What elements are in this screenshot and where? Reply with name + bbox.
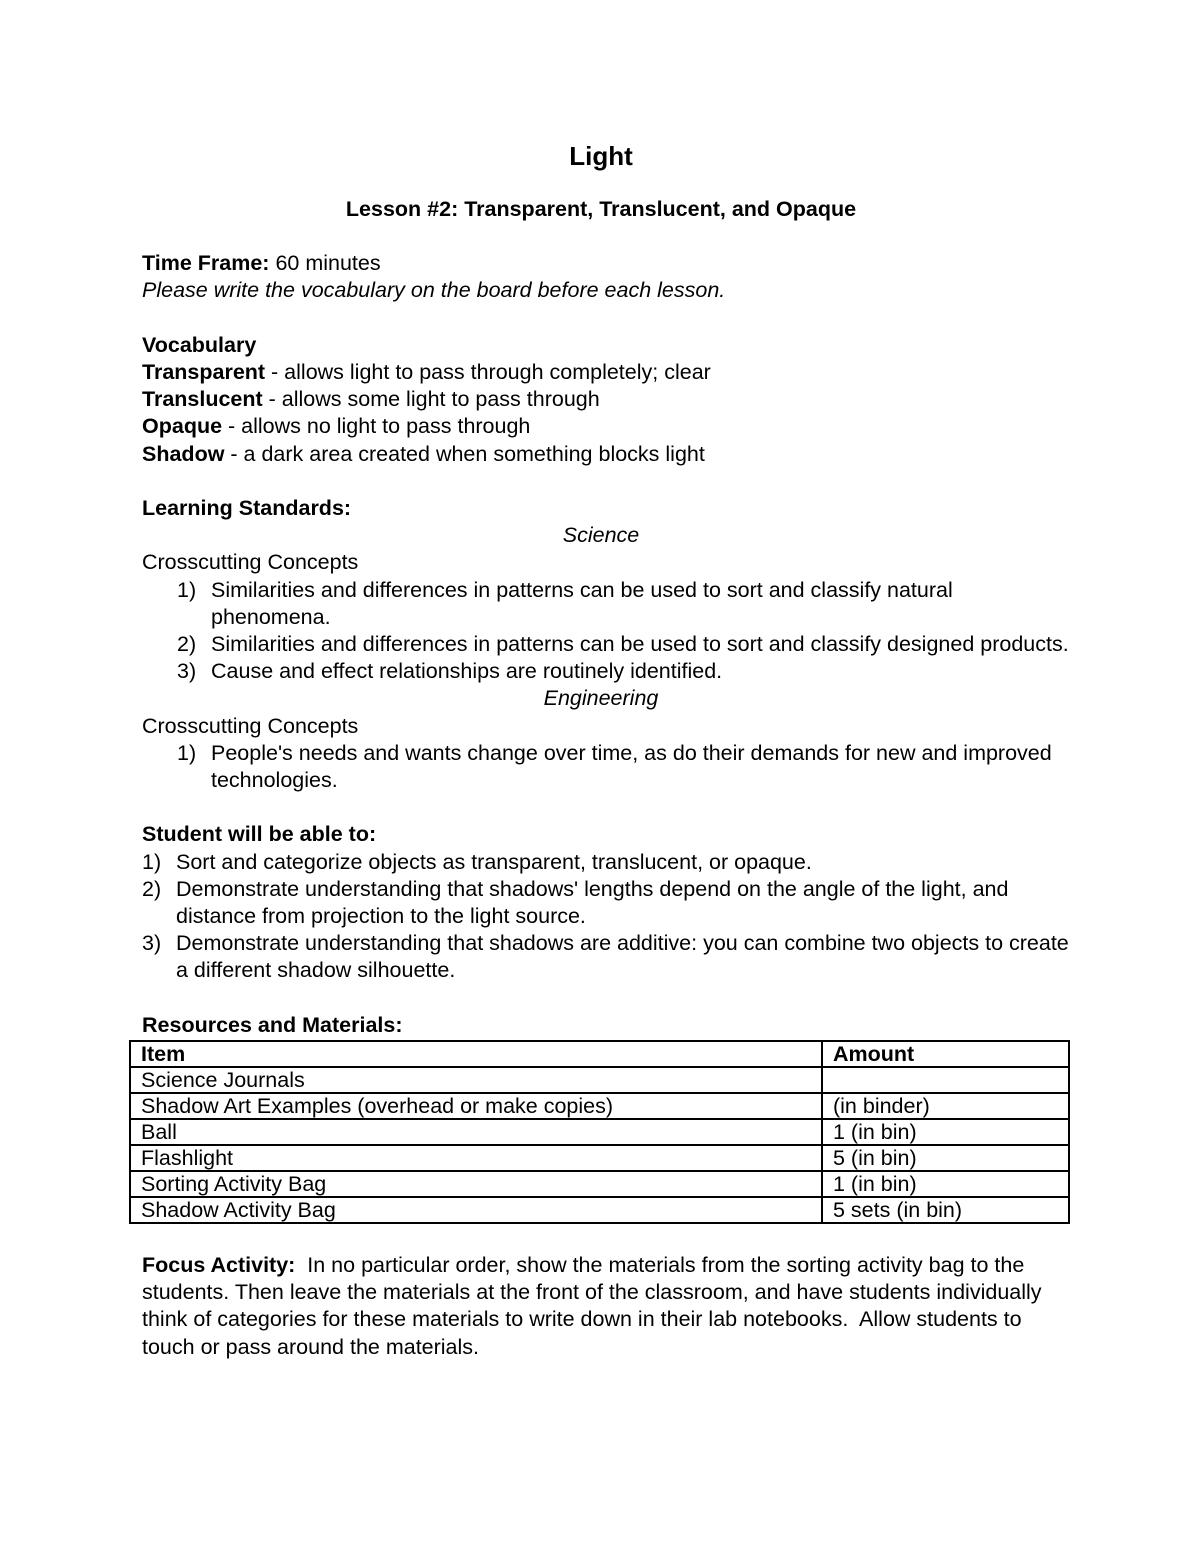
- focus-activity-text: In no particular order, show the materials from the sorting activity bag to the students. Then leave the materials at the front of the classroom, and have students individually think of categories for these materials to write down in their lab notebooks. Allow students to touch or pass around the materials.: [142, 1253, 1048, 1359]
- table-row: [130, 1145, 1069, 1171]
- table-cell: 5 sets (in bin): [822, 1197, 1069, 1223]
- page-title: Light: [569, 141, 633, 171]
- table-cell: 5 (in bin): [822, 1145, 1069, 1171]
- vocabulary-heading: Vocabulary: [142, 332, 257, 357]
- list-item: 1) Sort and categorize objects as transparent, translucent, or opaque.: [142, 849, 812, 874]
- table-row: [130, 1171, 1069, 1197]
- time-frame-value: 60 minutes: [269, 251, 381, 276]
- table-row: [130, 1197, 1069, 1223]
- list-item: 3) Cause and effect relationships are routinely identified.: [177, 659, 723, 684]
- time-frame-label: Time Frame:: [142, 251, 270, 276]
- engineering-label: Engineering: [543, 686, 659, 711]
- table-cell: Science Journals: [130, 1067, 822, 1093]
- vocabulary-list: [142, 359, 1072, 468]
- engineering-concepts-label: Crosscutting Concepts: [142, 713, 359, 738]
- swbat-list: [142, 849, 1072, 985]
- document-content: [142, 140, 1072, 1361]
- list-item: 2) Demonstrate understanding that shadows' lengths depend on the angle of the light, and distance from projection to the light source.: [142, 876, 1009, 929]
- science-concepts-list: [142, 577, 1072, 686]
- focus-activity: [142, 1252, 1072, 1361]
- engineering-concepts-list: [142, 740, 1072, 794]
- table-cell: Shadow Art Examples (overhead or make copies): [130, 1093, 822, 1119]
- table-row: [130, 1067, 1069, 1093]
- materials-heading: Resources and Materials:: [142, 1012, 403, 1037]
- board-note: Please write the vocabulary on the board before each lesson.: [142, 278, 726, 303]
- table-cell: [822, 1067, 1069, 1093]
- column-header-amount: Amount: [822, 1041, 1069, 1067]
- lesson-subtitle: Lesson #2: Transparent, Translucent, and Opaque: [345, 197, 857, 221]
- focus-activity-label: Focus Activity:: [142, 1253, 296, 1278]
- vocab-item-shadow: Shadow - a dark area created when something blocks light: [142, 441, 705, 466]
- table-cell: 1 (in bin): [822, 1171, 1069, 1197]
- table-cell: Shadow Activity Bag: [130, 1197, 822, 1223]
- list-item: 1) People's needs and wants change over time, as do their demands for new and improved technologies.: [177, 740, 1052, 793]
- table-cell: (in binder): [822, 1093, 1069, 1119]
- table-cell: Flashlight: [130, 1145, 822, 1171]
- table-cell: Ball: [130, 1119, 822, 1145]
- list-item: 2) Similarities and differences in patterns can be used to sort and classify designed products.: [177, 632, 1069, 657]
- swbat-heading: Student will be able to:: [142, 822, 377, 847]
- science-concepts-label: Crosscutting Concepts: [142, 550, 359, 575]
- vocab-item-opaque: Opaque - allows no light to pass through: [142, 414, 531, 439]
- learning-standards-heading: Learning Standards:: [142, 496, 352, 520]
- table-header-row: [130, 1041, 1069, 1067]
- list-item: 1) Similarities and differences in patterns can be used to sort and classify natural phenomena.: [177, 577, 953, 629]
- column-header-item: Item: [130, 1041, 822, 1067]
- table-cell: Sorting Activity Bag: [130, 1171, 822, 1197]
- vocab-item-translucent: Translucent - allows some light to pass through: [142, 387, 600, 412]
- list-item: 3) Demonstrate understanding that shadows are additive: you can combine two objects to create a different shadow silhouette.: [142, 931, 1069, 983]
- table-row: [130, 1119, 1069, 1145]
- science-label: Science: [562, 523, 640, 548]
- time-frame-line: [142, 250, 1072, 277]
- materials-table: [129, 1040, 1070, 1224]
- table-row: [130, 1093, 1069, 1119]
- vocab-item-transparent: Transparent - allows light to pass through completely; clear: [142, 360, 711, 384]
- table-cell: 1 (in bin): [822, 1119, 1069, 1145]
